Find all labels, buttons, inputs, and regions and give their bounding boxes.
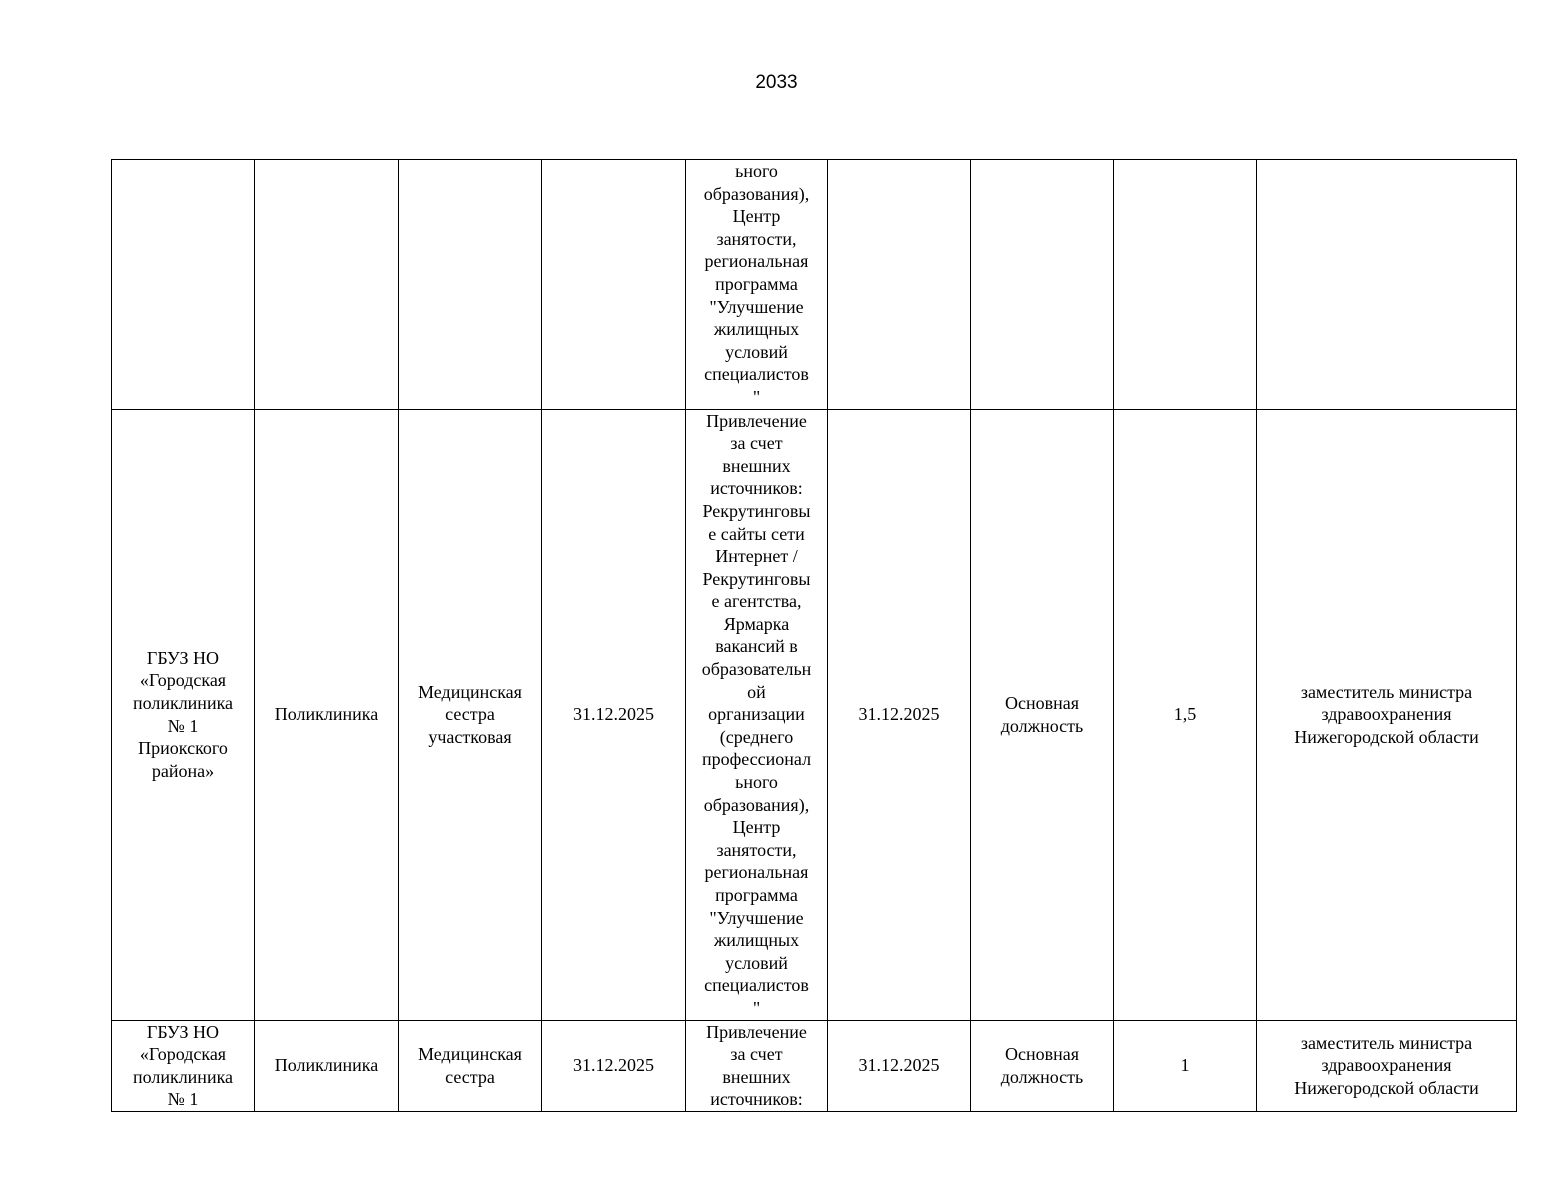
cell-responsible [1257, 160, 1517, 410]
cell-source: Привлечение за счет внешних источников: [686, 1020, 828, 1111]
cell-date-end: 31.12.2025 [828, 409, 971, 1020]
table-row [112, 409, 1517, 1020]
cell-position [399, 160, 542, 410]
cell-responsible: заместитель министра здравоохранения Нижегородской области [1257, 1020, 1517, 1111]
cell-responsible: заместитель министра здравоохранения Нижегородской области [1257, 409, 1517, 1020]
cell-rate: 1,5 [1114, 409, 1257, 1020]
cell-date-start [542, 160, 686, 410]
cell-position-type: Основная должность [971, 409, 1114, 1020]
cell-source: Привлечение за счет внешних источников: Рекрутинговы е сайты сети Интернет / Рекрутинговы е агентства, Ярмарка вакансий в образовательн ой организации (среднего профессионал ьного образования), Центр занятости, региональная программа "Улучшение жилищных условий специалистов " [686, 409, 828, 1020]
cell-division: Поликлиника [255, 1020, 399, 1111]
cell-division [255, 160, 399, 410]
cell-position-type: Основная должность [971, 1020, 1114, 1111]
cell-date-start: 31.12.2025 [542, 409, 686, 1020]
cell-organization: ГБУЗ НО «Городская поликлиника № 1 [112, 1020, 255, 1111]
cell-date-start: 31.12.2025 [542, 1020, 686, 1111]
page-number: 2033 [755, 72, 798, 93]
cell-position: Медицинская сестра [399, 1020, 542, 1111]
cell-position-type [971, 160, 1114, 410]
cell-date-end [828, 160, 971, 410]
staffing-table [111, 159, 1517, 1112]
cell-position: Медицинская сестра участковая [399, 409, 542, 1020]
cell-organization [112, 160, 255, 410]
cell-rate: 1 [1114, 1020, 1257, 1111]
cell-rate [1114, 160, 1257, 410]
table-row [112, 160, 1517, 410]
cell-date-end: 31.12.2025 [828, 1020, 971, 1111]
cell-division: Поликлиника [255, 409, 399, 1020]
cell-organization: ГБУЗ НО «Городская поликлиника № 1 Приокского района» [112, 409, 255, 1020]
cell-source: ьного образования), Центр занятости, региональная программа "Улучшение жилищных условий специалистов " [686, 160, 828, 410]
table-row [112, 1020, 1517, 1111]
